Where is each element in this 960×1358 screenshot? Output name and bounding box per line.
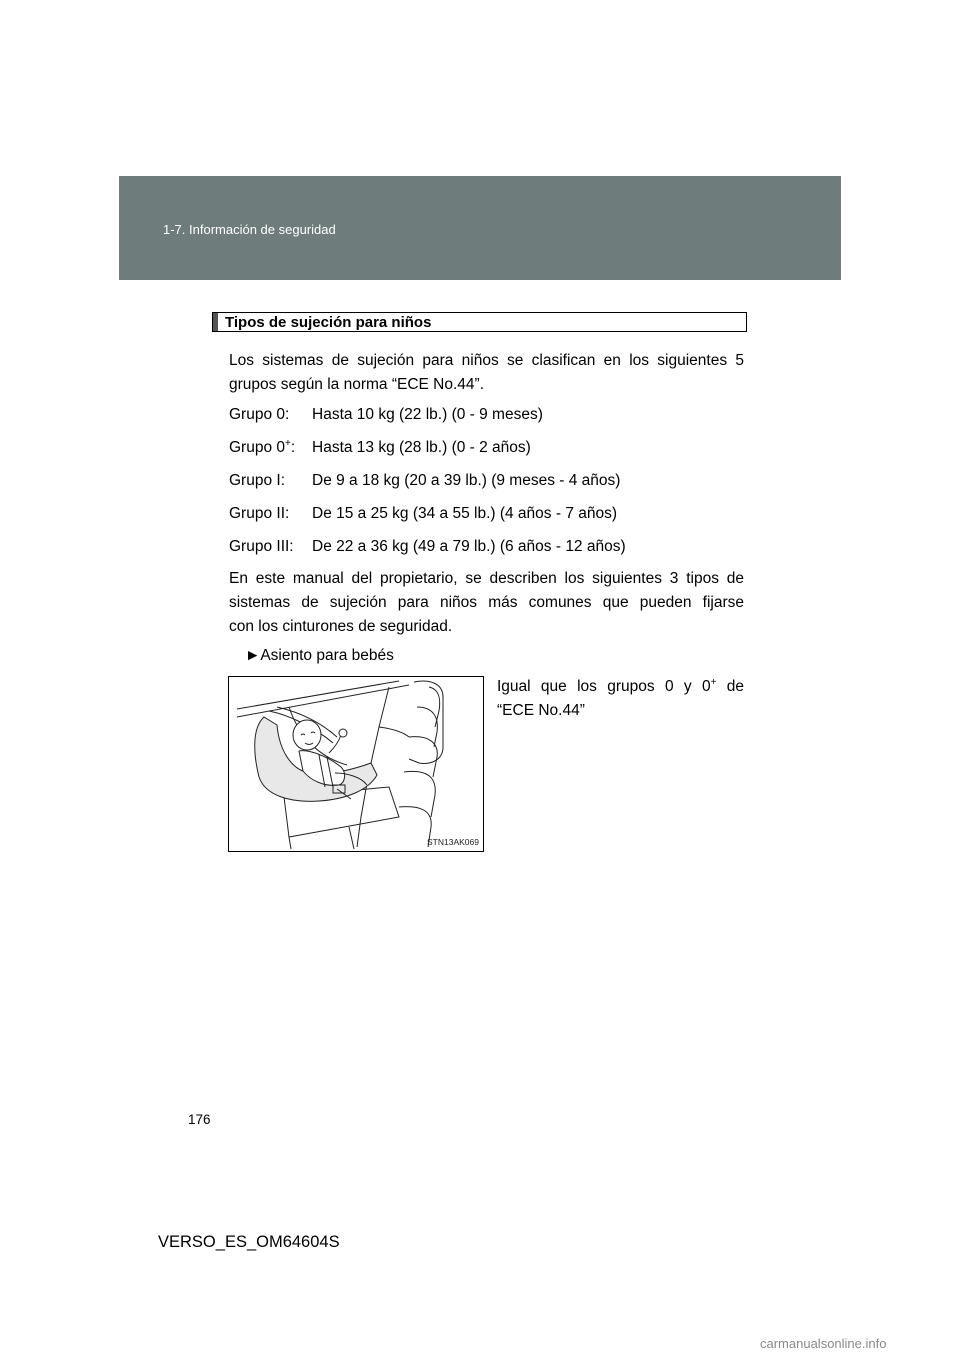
section-heading-bar <box>213 313 218 331</box>
figure-code: STN13AK069 <box>427 837 479 847</box>
watermark: carmanualsonline.info <box>760 1336 887 1351</box>
group-1-desc: De 9 a 18 kg (20 a 39 lb.) (9 meses - 4 años) <box>312 472 621 489</box>
group-1-label: Grupo I: <box>229 472 285 489</box>
note-line-2: “ECE No.44” <box>497 702 585 719</box>
group-0plus-label <box>229 439 295 457</box>
intro-line-2: grupos según la norma “ECE No.44”. <box>229 376 485 393</box>
section-breadcrumb: 1-7. Información de seguridad <box>163 222 336 237</box>
group-2-desc: De 15 a 25 kg (34 a 55 lb.) (4 años - 7 años) <box>312 505 618 522</box>
infant-seat-drawing <box>229 677 483 851</box>
section-heading <box>212 312 747 332</box>
group-0plus-desc: Hasta 13 kg (28 lb.) (0 - 2 años) <box>312 439 531 456</box>
description-line-2: sistemas de sujeción para niños más comunes que pueden fijarse <box>229 594 744 611</box>
group-3-label: Grupo III: <box>229 538 294 555</box>
section-title: Tipos de sujeción para niños <box>225 314 432 331</box>
item-infant-seat <box>245 644 394 668</box>
page-number: 176 <box>188 1112 211 1127</box>
group-0plus-label-text: Grupo 0 <box>229 439 286 456</box>
group-0plus-sup: + <box>285 437 291 449</box>
description-line-1: En este manual del propietario, se describen los siguientes 3 tipos de <box>229 570 744 587</box>
document-code: VERSO_ES_OM64604S <box>158 1233 340 1251</box>
infant-seat-illustration <box>228 676 484 852</box>
intro-line-1: Los sistemas de sujeción para niños se clasifican en los siguientes 5 <box>229 352 744 369</box>
triangle-marker-icon: ► <box>245 647 261 664</box>
item-label: Asiento para bebés <box>260 647 394 664</box>
group-0-desc: Hasta 10 kg (22 lb.) (0 - 9 meses) <box>312 406 543 423</box>
description-line-3: con los cinturones de seguridad. <box>229 618 453 635</box>
note-sup: + <box>710 676 717 688</box>
group-3-desc: De 22 a 36 kg (49 a 79 lb.) (6 años - 12 años) <box>312 538 626 555</box>
note-line-1-text: Igual que los grupos 0 y 0 <box>497 678 711 695</box>
header-band <box>119 176 841 280</box>
group-0-label: Grupo 0: <box>229 406 290 423</box>
note-line-1 <box>497 675 744 699</box>
group-2-label: Grupo II: <box>229 505 290 522</box>
note-line-1-end: de <box>716 678 744 695</box>
group-0plus-colon: : <box>290 439 296 456</box>
